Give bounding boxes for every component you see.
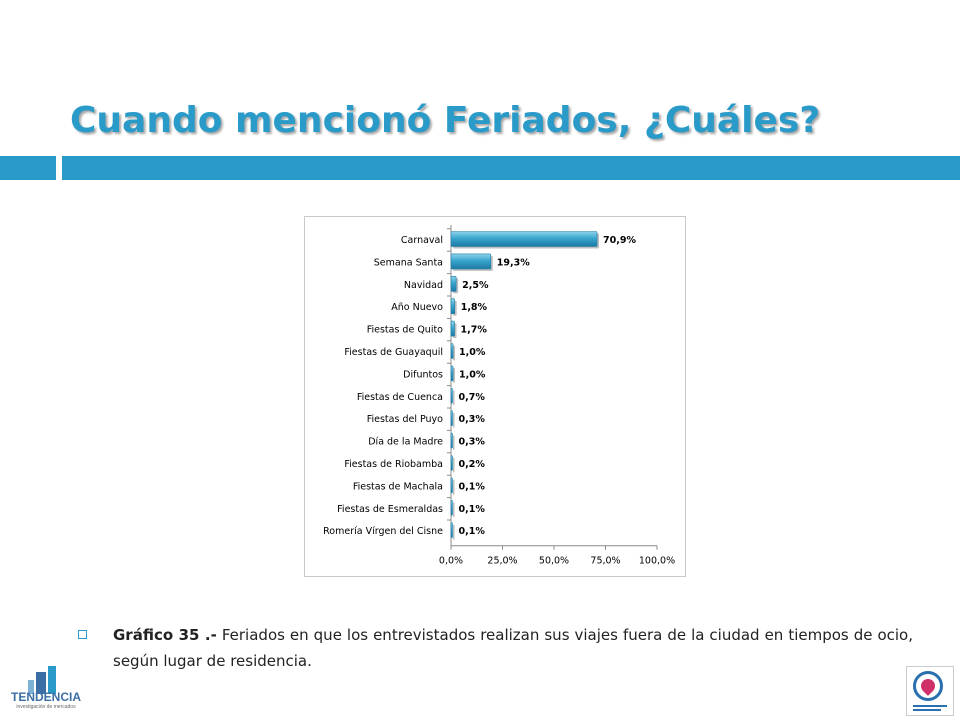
data-label: 0,7% [458,391,485,403]
x-tick-label: 75,0% [590,555,621,567]
data-label: 70,9% [603,235,637,246]
bar [451,388,453,403]
bar-shadow [453,390,455,405]
bar [451,299,455,314]
data-label: 1,0% [459,369,486,381]
slide-title: Cuando mencionó Feriados, ¿Cuáles? [70,100,821,141]
category-label: Fiestas del Puyo [366,414,443,426]
data-label: 1,8% [460,302,488,314]
bar [451,523,453,538]
data-label: 0,2% [458,459,485,470]
bar-chart [305,217,685,576]
logo-line [913,709,941,711]
category-label: Semana Santa [373,257,443,269]
logo-text: TENDENCIA [10,690,81,704]
category-label: Difuntos [403,369,443,381]
accent-bar-left [0,156,56,180]
bar-shadow [453,435,455,450]
accent-bar-right [62,156,960,180]
bar [451,478,453,493]
bar [451,456,453,471]
category-label: Carnaval [400,235,443,246]
category-label: Fiestas de Machala [352,481,443,493]
bar [451,344,453,359]
data-label: 0,1% [458,503,485,515]
tendencia-logo [4,666,88,714]
chart-caption [113,622,913,674]
bar [451,411,453,426]
chart-frame [304,216,686,577]
category-label: Fiestas de Guayaquil [344,347,443,358]
bar [451,433,453,448]
bar-shadow [453,480,455,495]
bar [451,366,453,381]
x-tick-label: 50,0% [538,555,570,567]
bar-shadow [453,502,455,517]
category-label: Año Nuevo [391,302,443,314]
caption-label: Gráfico 35 .- [113,626,217,644]
x-tick-label: 25,0% [487,555,518,567]
bar [451,232,597,247]
data-label: 2,5% [462,279,489,291]
category-label: Fiestas de Riobamba [344,459,443,470]
bar-shadow [453,458,455,473]
bullet-icon [78,630,87,639]
logo-line [913,705,947,707]
category-label: Romería Vírgen del Cisne [323,526,443,538]
bar [451,500,453,515]
x-tick-label: 0,0% [438,555,464,567]
data-label: 0,3% [458,436,485,448]
data-label: 0,1% [458,481,485,493]
category-label: Fiestas de Esmeraldas [337,503,443,515]
category-label: Fiestas de Cuenca [356,391,443,403]
data-label: 1,7% [460,324,487,336]
x-tick-label: 100,0% [638,555,676,567]
data-label: 19,3% [496,257,530,269]
data-label: 0,3% [458,414,485,426]
category-label: Navidad [403,279,443,291]
bar-shadow [453,413,455,428]
category-label: Fiestas de Quito [366,324,443,336]
bar [451,321,455,336]
tourism-logo [906,666,954,716]
logo-subtext: investigación de mercados [16,704,76,710]
bar-shadow [453,525,455,540]
data-label: 0,1% [458,526,485,538]
bar [451,276,456,291]
bar [451,254,491,269]
caption-text: Feriados en que los entrevistados realizan sus viajes fuera de la ciudad en tiempos de ocio, según lugar de residencia. [113,626,914,670]
category-label: Día de la Madre [368,436,443,448]
data-label: 1,0% [459,347,486,358]
